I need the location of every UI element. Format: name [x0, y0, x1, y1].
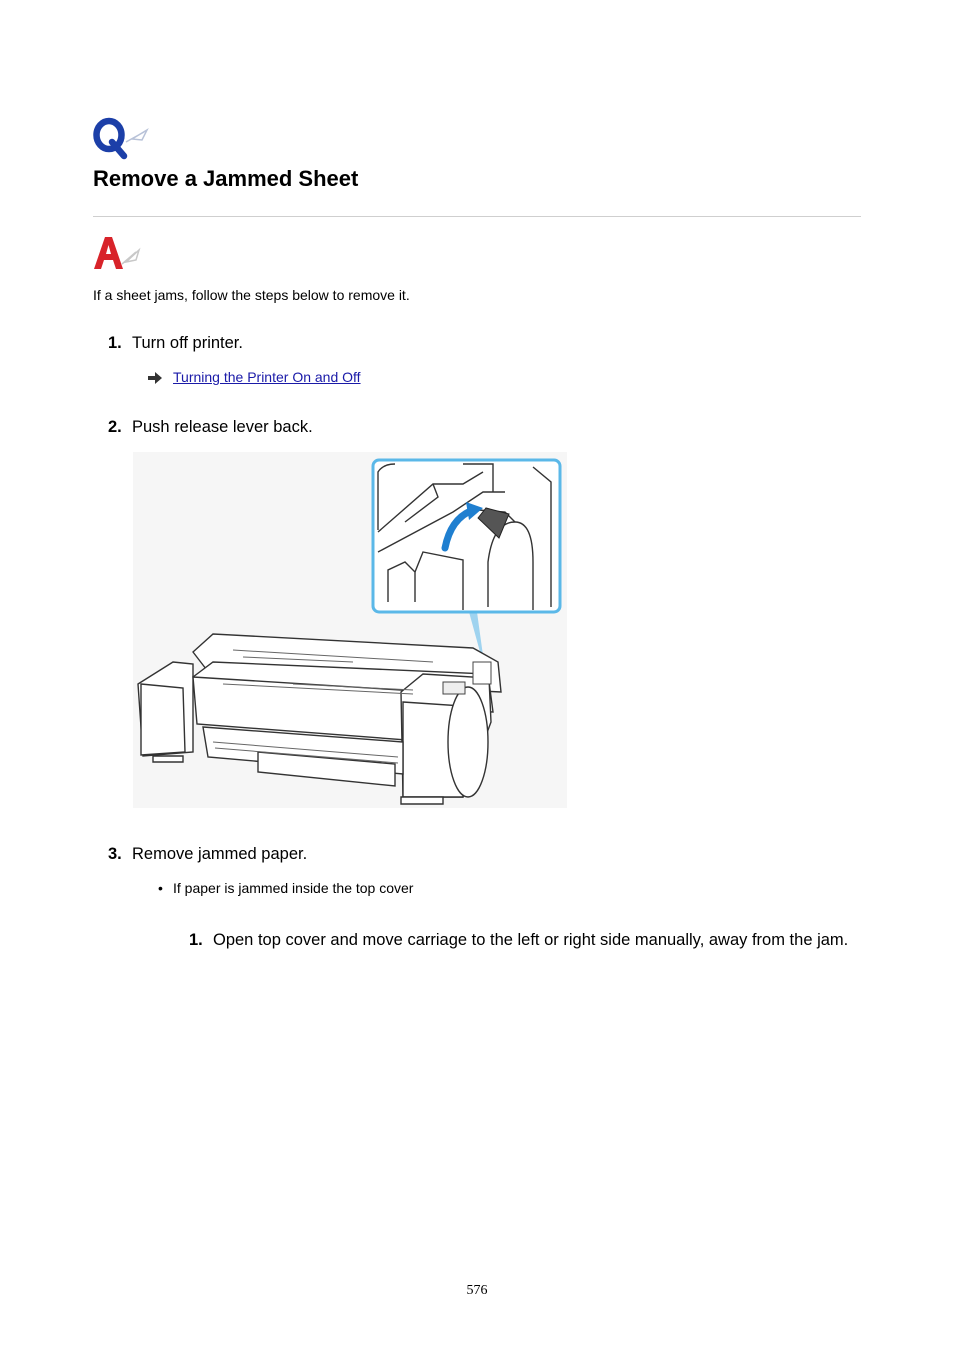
turning-printer-on-off-link[interactable]: Turning the Printer On and Off [173, 369, 361, 385]
arrow-right-icon [148, 372, 162, 384]
bullet-item [158, 880, 558, 900]
step-text: Remove jammed paper. [132, 845, 308, 863]
bullet-text: If paper is jammed inside the top cover [173, 880, 414, 896]
substep-text: Open top cover and move carriage to the left or right side manually, away from the jam. [213, 931, 849, 949]
step-text: Push release lever back. [132, 418, 313, 436]
divider [93, 216, 861, 217]
step-number: 3. [108, 845, 122, 863]
page-number: 576 [466, 1283, 488, 1298]
bullet-icon: • [158, 880, 163, 896]
answer-icon [92, 234, 144, 272]
step-number: 1. [108, 334, 122, 352]
question-icon [92, 116, 152, 160]
substep-1 [189, 927, 861, 953]
step-3 [108, 845, 508, 867]
substep-number: 1. [189, 931, 203, 949]
release-lever-illustration [133, 452, 567, 808]
step-number: 2. [108, 418, 122, 436]
intro-text: If a sheet jams, follow the steps below to remove it. [93, 287, 410, 303]
step-2 [108, 418, 508, 440]
page-title: Remove a Jammed Sheet [93, 166, 359, 191]
step-1 [108, 334, 408, 356]
step-text: Turn off printer. [132, 334, 243, 352]
